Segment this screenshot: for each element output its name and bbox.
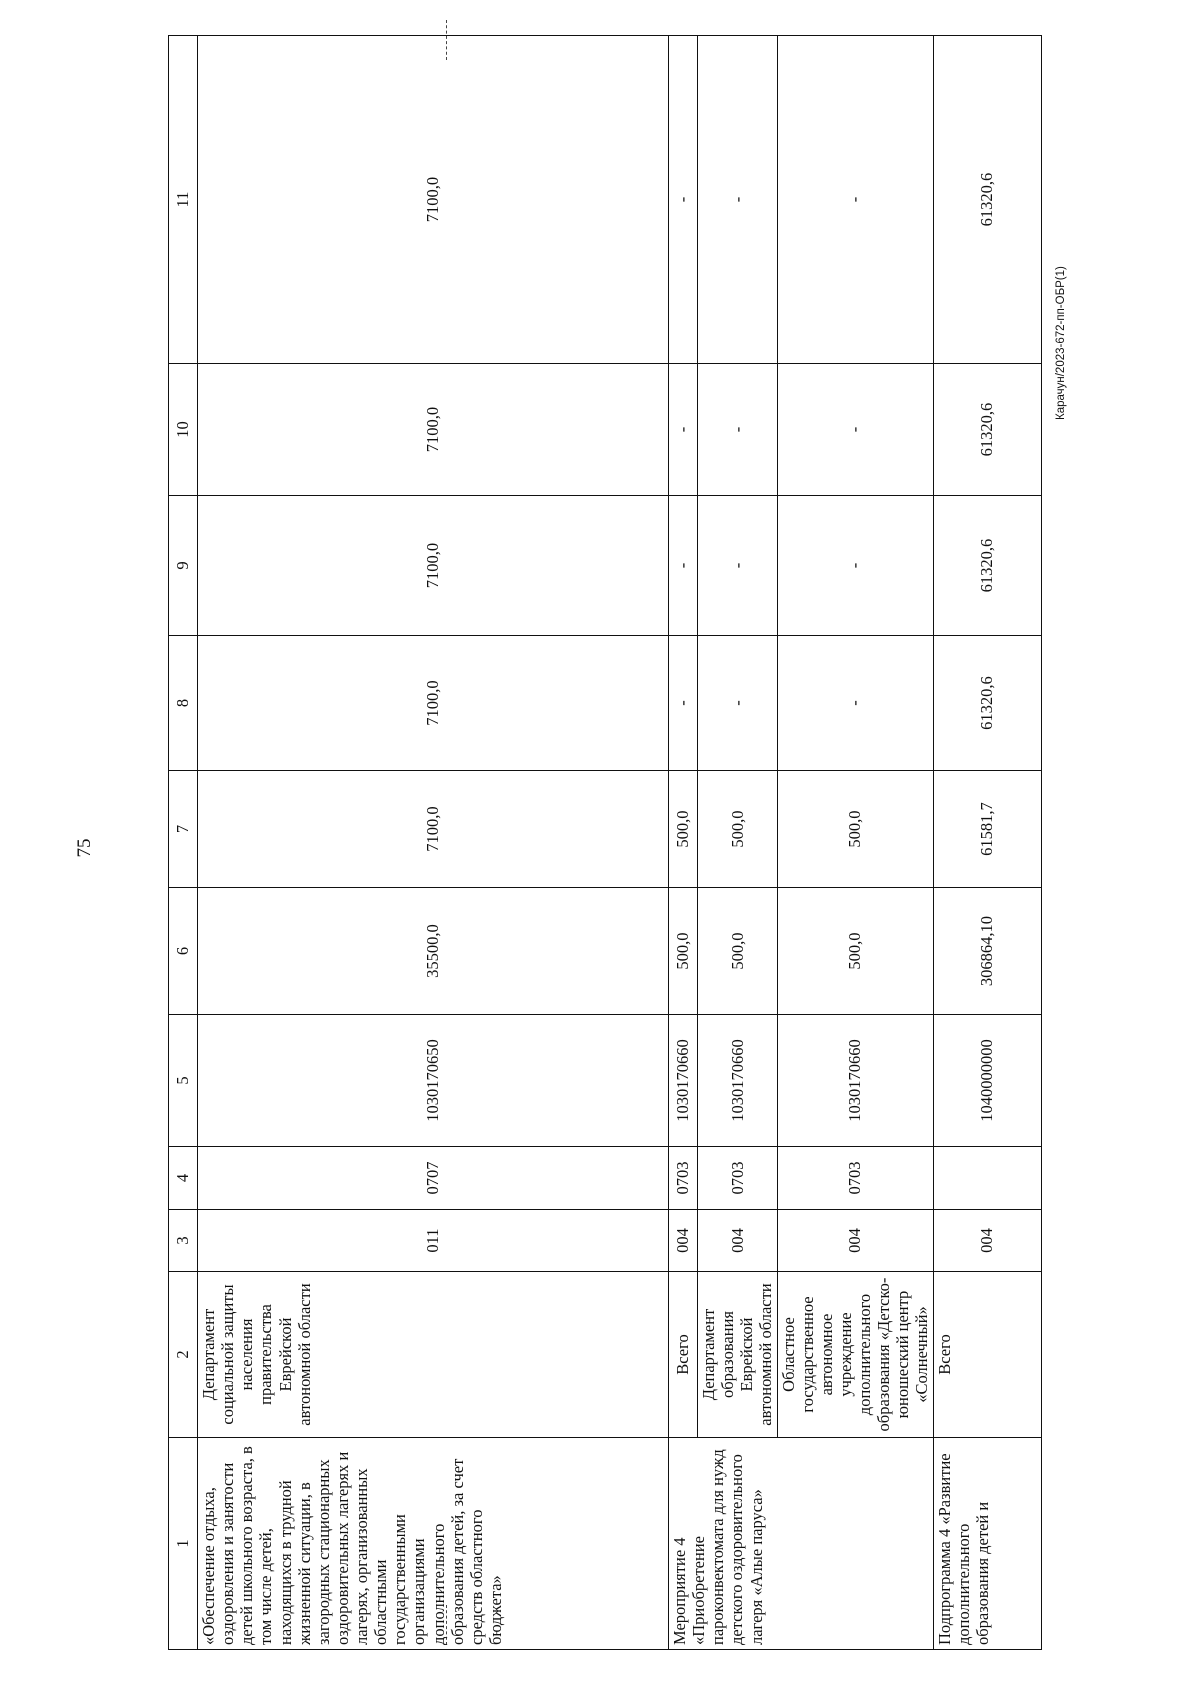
header-cell: 11 — [169, 36, 198, 364]
value-cell: 7100,0 — [198, 771, 669, 888]
organization-cell: Департамент социальной защиты населения правительства Еврейской автономной области — [198, 1272, 669, 1438]
rzpr-cell — [933, 1147, 1041, 1210]
value-cell: 35500,0 — [198, 888, 669, 1015]
header-cell: 4 — [169, 1147, 198, 1210]
document-code: Карачун/2023-672-пп-ОБР(1) — [1055, 266, 1067, 420]
value-cell: 7100,0 — [198, 636, 669, 771]
value-cell: 7100,0 — [198, 364, 669, 496]
value-cell: 7100,0 — [198, 36, 669, 364]
table-row — [669, 36, 698, 1650]
value-cell: - — [777, 496, 933, 636]
header-cell: 6 — [169, 888, 198, 1015]
csr-cell: 1040000000 — [933, 1015, 1041, 1147]
value-cell: 500,0 — [669, 771, 698, 888]
value-cell: - — [698, 496, 778, 636]
rzpr-cell: 0703 — [669, 1147, 698, 1210]
value-cell: 500,0 — [698, 771, 778, 888]
value-cell: - — [777, 636, 933, 771]
csr-cell: 1030170660 — [669, 1015, 698, 1147]
budget-table — [168, 35, 1042, 1650]
value-cell: 306864,10 — [933, 888, 1041, 1015]
table-row — [198, 36, 669, 1650]
grbs-cell: 004 — [933, 1210, 1041, 1272]
organization-cell: Всего — [933, 1272, 1041, 1438]
csr-cell: 1030170650 — [198, 1015, 669, 1147]
value-cell: 61320,6 — [933, 496, 1041, 636]
value-cell: - — [669, 36, 698, 364]
organization-cell: Областное государственное автономное учреждение дополнительного образования «Детско-юношеский центр «Солнечный» — [777, 1272, 933, 1438]
value-cell: - — [777, 36, 933, 364]
value-cell: - — [698, 36, 778, 364]
rzpr-cell: 0703 — [698, 1147, 778, 1210]
value-cell: - — [777, 364, 933, 496]
value-cell: 500,0 — [669, 888, 698, 1015]
value-cell: - — [669, 636, 698, 771]
table-row — [933, 36, 1041, 1650]
value-cell: 61320,6 — [933, 636, 1041, 771]
value-cell: 500,0 — [777, 888, 933, 1015]
value-cell: - — [698, 636, 778, 771]
header-cell: 10 — [169, 364, 198, 496]
value-cell: 61320,6 — [933, 364, 1041, 496]
table-row — [777, 36, 933, 1650]
grbs-cell: 011 — [198, 1210, 669, 1272]
csr-cell: 1030170660 — [698, 1015, 778, 1147]
page-number: 75 — [74, 838, 95, 858]
grbs-cell: 004 — [698, 1210, 778, 1272]
header-cell: 9 — [169, 496, 198, 636]
value-cell: 7100,0 — [198, 496, 669, 636]
rzpr-cell: 0707 — [198, 1147, 669, 1210]
header-cell: 5 — [169, 1015, 198, 1147]
activity-name-cell: Подпрограмма 4 «Развитие дополнительного образования детей и — [933, 1438, 1041, 1650]
grbs-cell: 004 — [669, 1210, 698, 1272]
value-cell: - — [669, 496, 698, 636]
header-cell: 2 — [169, 1272, 198, 1438]
grbs-cell: 004 — [777, 1210, 933, 1272]
header-cell: 3 — [169, 1210, 198, 1272]
header-row — [169, 36, 198, 1650]
header-cell: 8 — [169, 636, 198, 771]
table-row — [698, 36, 778, 1650]
value-cell: - — [669, 364, 698, 496]
value-cell: 500,0 — [777, 771, 933, 888]
value-cell: 61320,6 — [933, 36, 1041, 364]
rotated-table-container — [168, 36, 998, 1650]
value-cell: 61581,7 — [933, 771, 1041, 888]
header-cell: 1 — [169, 1438, 198, 1650]
organization-cell: Всего — [669, 1272, 698, 1438]
rzpr-cell: 0703 — [777, 1147, 933, 1210]
organization-cell: Департамент образования Еврейской автономной области — [698, 1272, 778, 1438]
header-cell: 7 — [169, 771, 198, 888]
value-cell: - — [698, 364, 778, 496]
value-cell: 500,0 — [698, 888, 778, 1015]
activity-name-cell: «Обеспечение отдыха, оздоровления и занятости детей школьного возраста, в том числе детей, находящихся в трудной жизненной ситуации, в загородных стационарных оздоровительных лагерях и лагерях, организованных областными государственными организациями дополнительного образования детей, за счет средств областного бюджета» — [198, 1438, 669, 1650]
activity-name-cell: Мероприятие 4 «Приобретение пароконвектомата для нужд детского оздоровительного лагеря «Алые паруса» — [669, 1438, 934, 1650]
csr-cell: 1030170660 — [777, 1015, 933, 1147]
